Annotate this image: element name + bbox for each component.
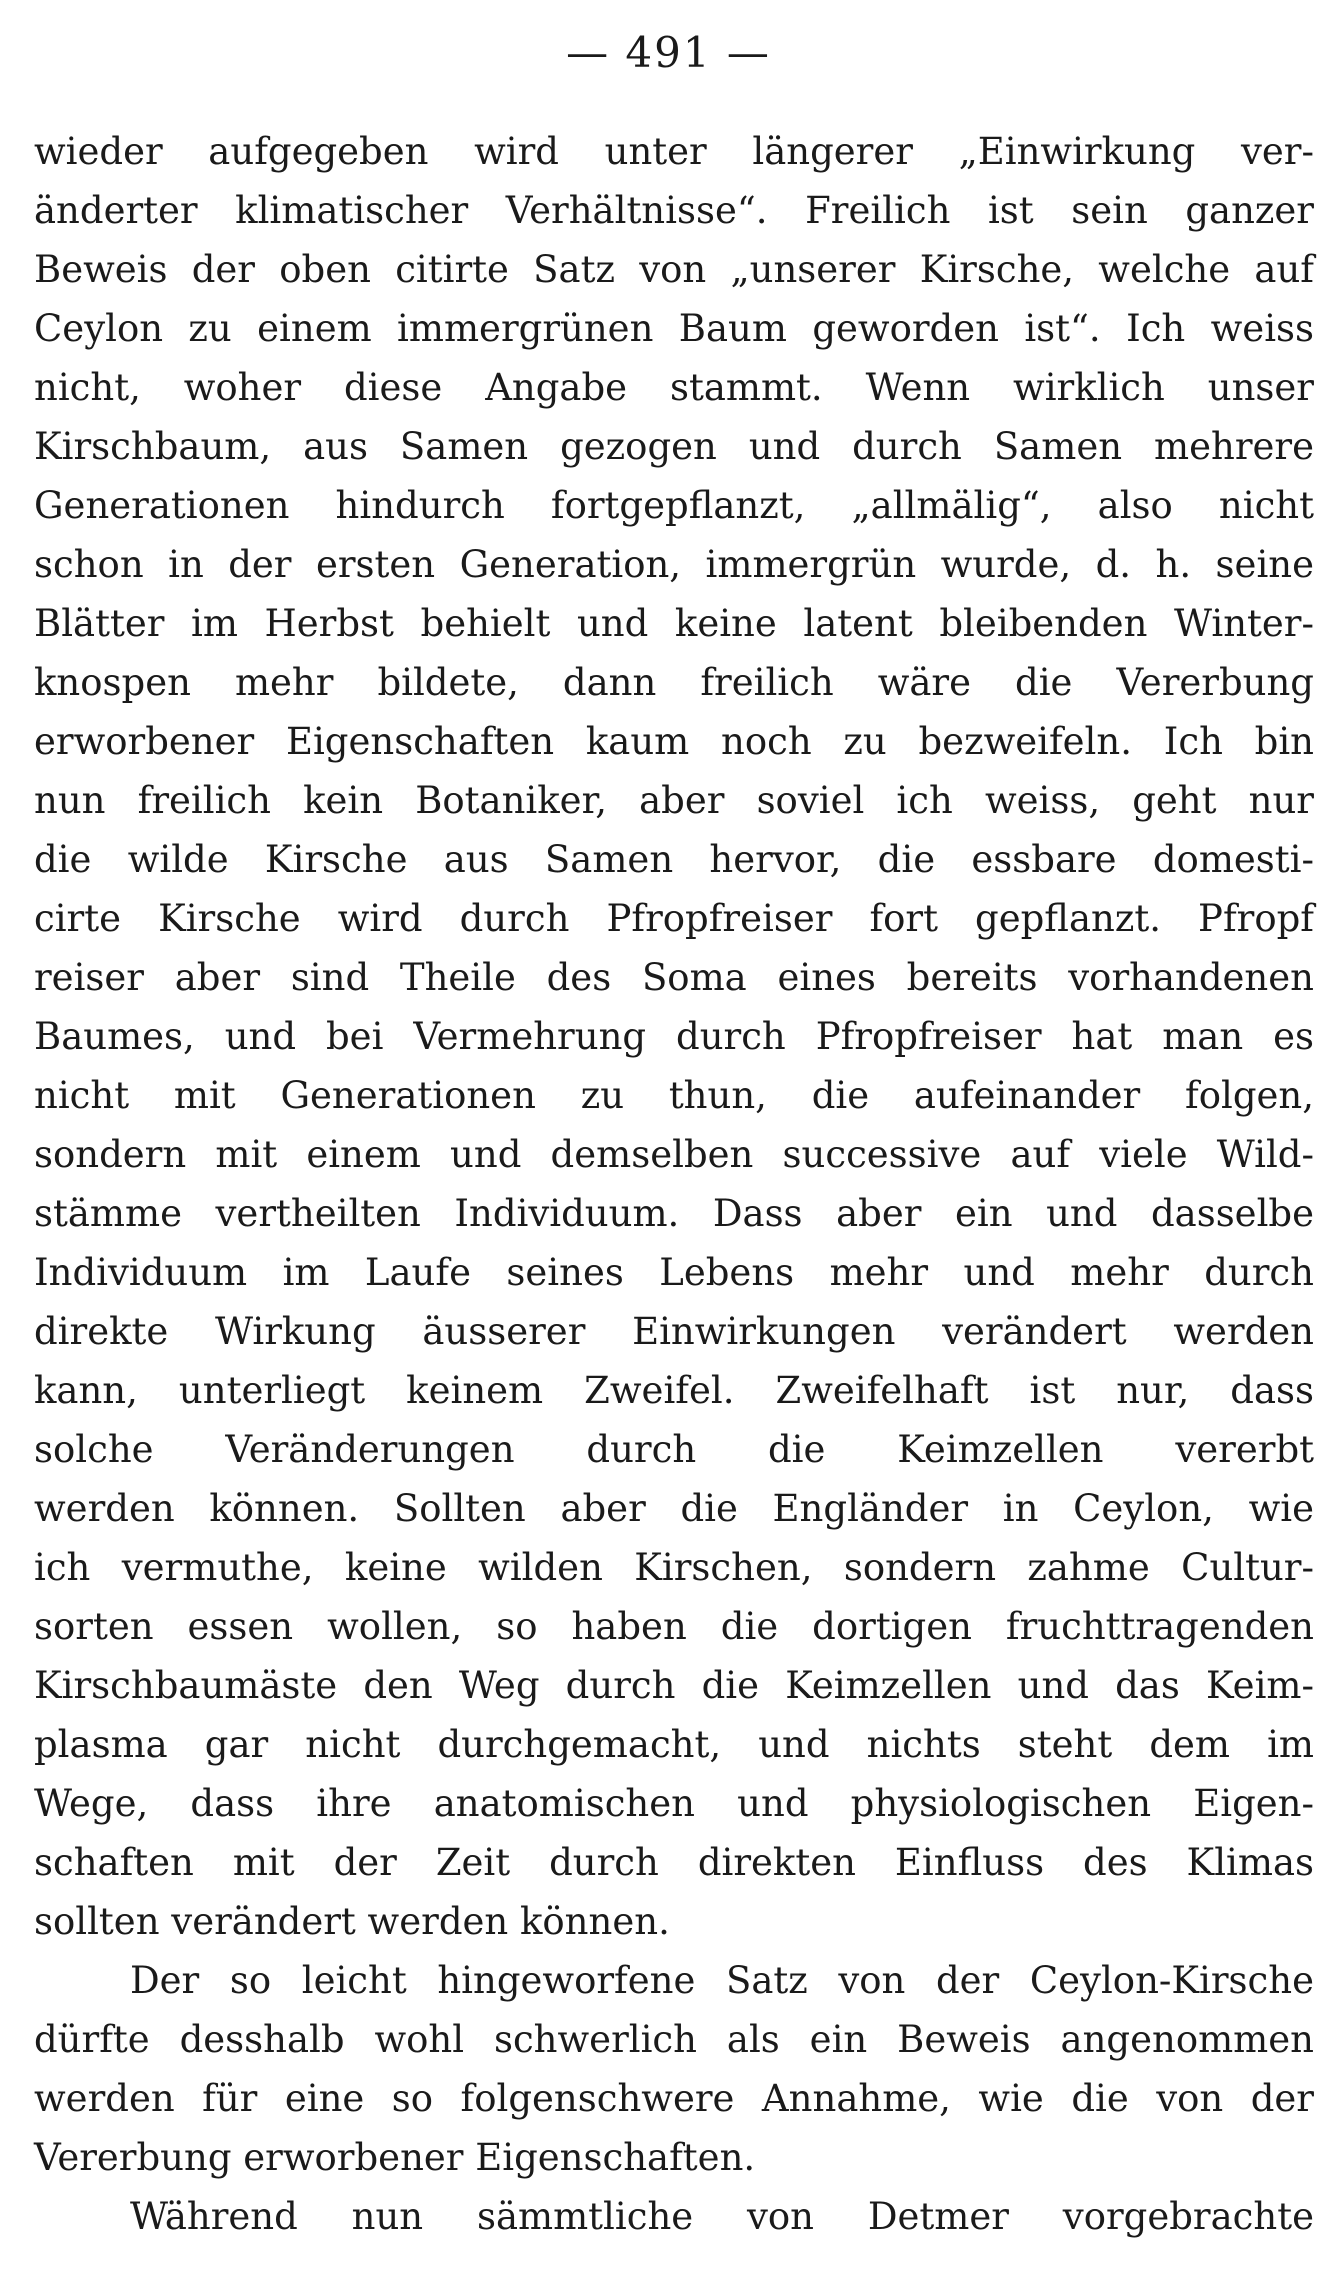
text-line: Baumes, und bei Vermehrung durch Pfropfreiser hat man es (34, 1015, 1314, 1058)
text-line: Beweis der oben citirte Satz von „unserer Kirsche, welche auf (34, 248, 1314, 291)
text-line: cirte Kirsche wird durch Pfropfreiser fort gepflanzt. Pfropf (34, 897, 1314, 940)
text-line: sollten verändert werden können. (34, 1900, 670, 1943)
text-line: die wilde Kirsche aus Samen hervor, die essbare domesti- (34, 838, 1314, 881)
text-line: Individuum im Laufe seines Lebens mehr und mehr durch (34, 1251, 1314, 1294)
text-line: nun freilich kein Botaniker, aber soviel ich weiss, geht nur (34, 779, 1314, 822)
text-line: schon in der ersten Generation, immergrün wurde, d. h. seine (34, 543, 1314, 586)
text-line: Während nun sämmtliche von Detmer vorgebrachte (130, 2195, 1314, 2238)
text-line: Kirschbaum, aus Samen gezogen und durch Samen mehrere (34, 425, 1314, 468)
text-line: plasma gar nicht durchgemacht, und nichts steht dem im (34, 1723, 1314, 1766)
text-line: direkte Wirkung äusserer Einwirkungen verändert werden (34, 1310, 1314, 1353)
text-line: nicht, woher diese Angabe stammt. Wenn wirklich unser (34, 366, 1314, 409)
text-line: werden für eine so folgenschwere Annahme, wie die von der (34, 2077, 1314, 2120)
text-line: schaften mit der Zeit durch direkten Einfluss des Klimas (34, 1841, 1314, 1884)
text-line: Kirschbaumäste den Weg durch die Keimzellen und das Keim- (34, 1664, 1314, 1707)
text-line: sorten essen wollen, so haben die dortigen fruchttragenden (34, 1605, 1314, 1648)
text-line: kann, unterliegt keinem Zweifel. Zweifelhaft ist nur, dass (34, 1369, 1314, 1412)
text-line: dürfte desshalb wohl schwerlich als ein Beweis angenommen (34, 2018, 1314, 2061)
text-line: Generationen hindurch fortgepflanzt, „allmälig“, also nicht (34, 484, 1314, 527)
text-line: nicht mit Generationen zu thun, die aufeinander folgen, (34, 1074, 1314, 1117)
text-line: reiser aber sind Theile des Soma eines bereits vorhandenen (34, 956, 1314, 999)
text-line: sondern mit einem und demselben successive auf viele Wild- (34, 1133, 1314, 1176)
text-line: Blätter im Herbst behielt und keine latent bleibenden Winter- (34, 602, 1314, 645)
text-line: Wege, dass ihre anatomischen und physiologischen Eigen- (34, 1782, 1314, 1825)
text-line: ich vermuthe, keine wilden Kirschen, sondern zahme Cultur- (34, 1546, 1314, 1589)
body-text (34, 122, 1314, 2246)
text-line: knospen mehr bildete, dann freilich wäre die Vererbung (34, 661, 1314, 704)
text-line: wieder aufgegeben wird unter längerer „Einwirkung ver- (34, 130, 1314, 173)
text-line: werden können. Sollten aber die Engländer in Ceylon, wie (34, 1487, 1314, 1530)
text-line: änderter klimatischer Verhältnisse“. Freilich ist sein ganzer (34, 189, 1314, 232)
text-line: Vererbung erworbener Eigenschaften. (34, 2136, 756, 2179)
text-line: Ceylon zu einem immergrünen Baum geworden ist“. Ich weiss (34, 307, 1314, 350)
text-line: stämme vertheilten Individuum. Dass aber ein und dasselbe (34, 1192, 1314, 1235)
text-line: solche Veränderungen durch die Keimzellen vererbt (34, 1428, 1314, 1471)
text-line: Der so leicht hingeworfene Satz von der Ceylon-Kirsche (130, 1959, 1314, 2002)
page-number: — 491 — (566, 28, 771, 77)
text-line: erworbener Eigenschaften kaum noch zu bezweifeln. Ich bin (34, 720, 1314, 763)
